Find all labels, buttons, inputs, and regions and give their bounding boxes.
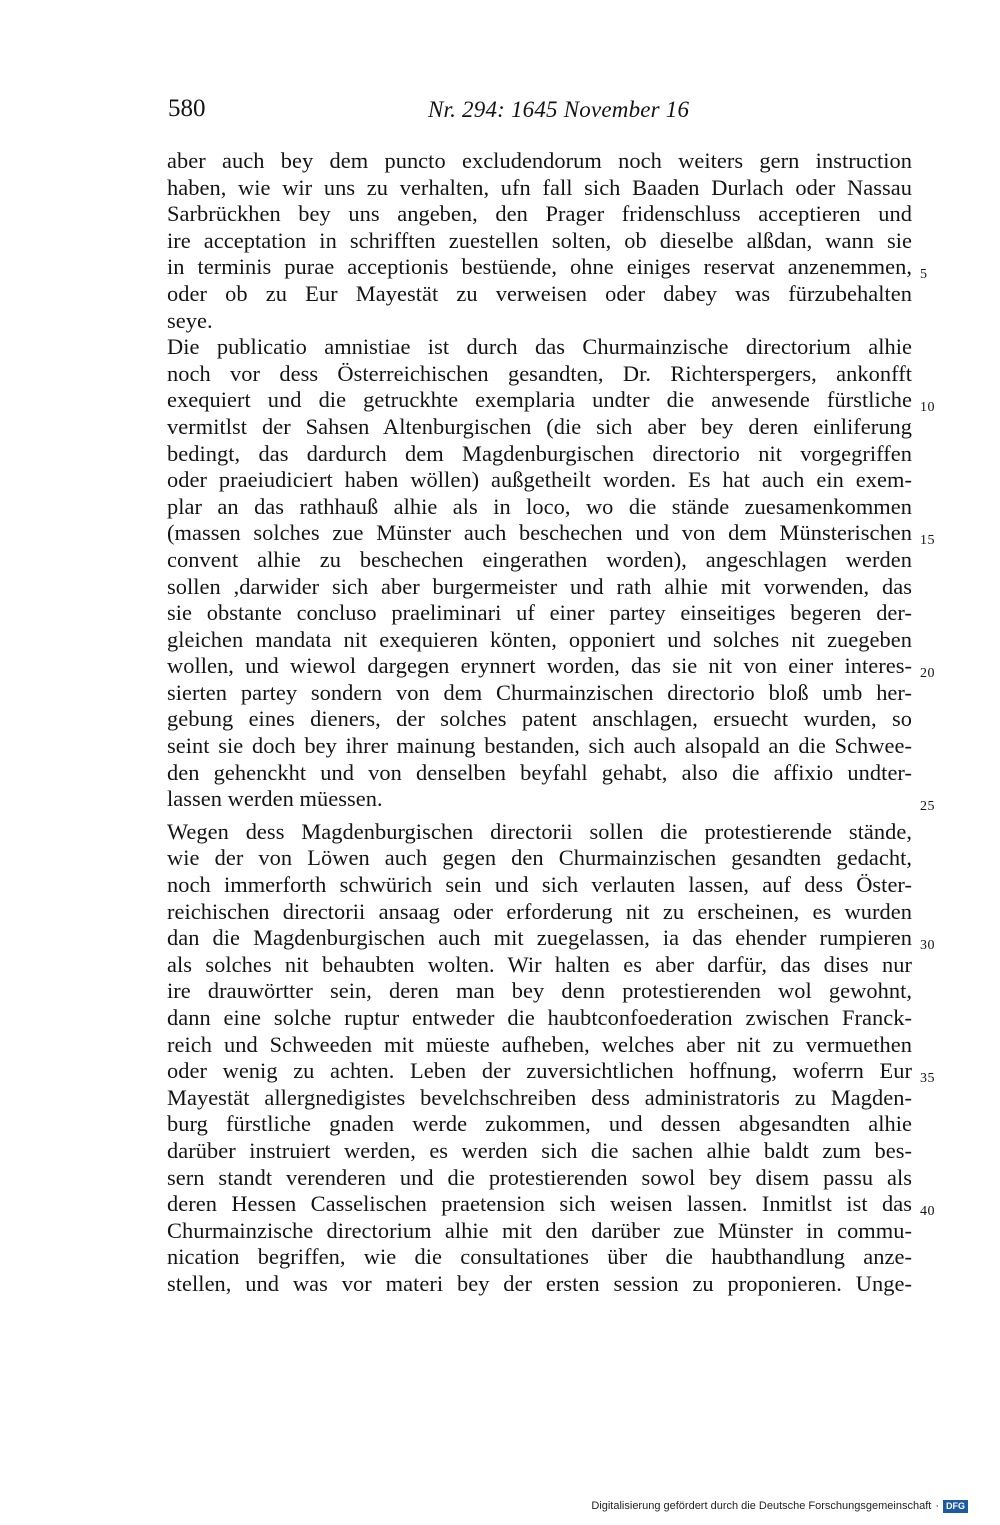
text-line: oder praeiudiciert haben wöllen) außgetheilt worden. Es hat auch ein exem- [167, 467, 912, 493]
text-line: reichischen directorii ansaag oder erforderung nit zu erscheinen, es wurden [167, 898, 912, 924]
text-line: lassen werden müessen. [167, 786, 383, 812]
line-number: 40 [920, 1204, 935, 1219]
digitization-credit [591, 1499, 968, 1513]
text-line: Die publicatio amnistiae ist durch das Churmainzische directorium alhie [167, 334, 912, 360]
text-line: gebung eines dieners, der solches patent anschlagen, ersuecht wurden, so [167, 706, 912, 732]
text-line: deren Hessen Casselischen praetension sich weisen lassen. Inmitlst ist das [167, 1191, 912, 1217]
text-line: noch immerforth schwürich sein und sich verlauten lassen, auf dess Öster- [167, 872, 912, 898]
page-number: 580 [168, 95, 206, 122]
text-line: gleichen mandata nit exequieren könten, opponiert und solches nit zuegeben [167, 626, 912, 652]
running-head: Nr. 294: 1645 November 16 [428, 97, 690, 122]
text-line: sollen ,darwider sich aber burgermeister und rath alhie mit vorwenden, das [167, 573, 912, 599]
paragraph [167, 148, 912, 334]
text-line: (massen solches zue Münster auch beschechen und von dem Münsterischen [167, 520, 912, 546]
text-line: plar an das rathhauß alhie als in loco, wo die stände zuesamenkommen [167, 493, 912, 519]
text-line: haben, wie wir uns zu verhalten, ufn fall sich Baaden Durlach oder Nassau [167, 174, 912, 200]
line-number: 10 [920, 400, 935, 415]
paragraph [167, 819, 912, 1298]
text-line: noch vor dess Österreichischen gesandten, Dr. Richterspergers, ankonfft [167, 360, 912, 386]
text-line: sern standt verenderen und die protestierenden sowol bey disem passu als [167, 1164, 912, 1190]
text-line: stellen, und was vor materi bey der ersten session zu proponieren. Unge- [167, 1270, 912, 1296]
text-line: reich und Schweeden mit müeste aufheben, welches aber nit zu vermuethen [167, 1031, 912, 1057]
text-line: sie obstante concluso praeliminari uf einer partey einseitiges begeren der- [167, 600, 912, 626]
dfg-logo: DFG [943, 1500, 968, 1513]
text-line: darüber instruiert werden, es werden sich die sachen alhie baldt zum bes- [167, 1137, 912, 1163]
text-line: nication begriffen, wie die consultationes über die haubthandlung anze- [167, 1244, 912, 1270]
text-line: in terminis purae acceptionis bestüende, ohne einiges reservat anzenemmen, [167, 254, 912, 280]
line-number: 25 [920, 799, 935, 814]
text-line: Wegen dess Magdenburgischen directorii sollen die protestierende stände, [167, 818, 912, 844]
text-line: Sarbrückhen bey uns angeben, den Prager fridenschluss acceptieren und [167, 201, 912, 227]
text-line: Mayestät allergnedigistes bevelchschreiben dess administratoris zu Magden- [167, 1084, 912, 1110]
line-number: 35 [920, 1071, 935, 1086]
text-line: als solches nit behaubten wolten. Wir halten es aber darfür, das dises nur [167, 951, 912, 977]
text-line: oder ob zu Eur Mayestät zu verweisen oder dabey was fürzubehalten [167, 280, 912, 306]
separator-dot: · [935, 1500, 939, 1512]
body-text [167, 148, 912, 1298]
text-line: convent alhie zu beschechen eingerathen worden), angeschlagen werden [167, 546, 912, 572]
text-line: seye. [167, 307, 213, 333]
line-number: 5 [920, 267, 928, 282]
text-line: Churmainzische directorium alhie mit den darüber zue Münster in commu- [167, 1217, 912, 1243]
text-line: wie der von Löwen auch gegen den Churmainzischen gesandten gedacht, [167, 845, 912, 871]
text-line: bedingt, das dardurch dem Magdenburgischen directorio nit vorgegriffen [167, 440, 912, 466]
line-number: 15 [920, 533, 935, 548]
text-line: wollen, und wiewol dargegen erynnert worden, das sie nit von einer interes- [167, 653, 912, 679]
text-line: burg fürstliche gnaden werde zukommen, und dessen abgesandten alhie [167, 1111, 912, 1137]
text-line: dann eine solche ruptur entweder die haubtconfoederation zwischen Franck- [167, 1005, 912, 1030]
paragraph [167, 334, 912, 813]
text-line: aber auch bey dem puncto excludendorum noch weiters gern instruction [167, 148, 912, 173]
text-line: ire drauwörtter sein, deren man bey denn protestierenden wol gewohnt, [167, 978, 912, 1004]
text-line: den gehenckht und von denselben beyfahl gehabt, also die affixio undter- [167, 759, 912, 785]
text-line: seint sie doch bey ihrer mainung bestanden, sich auch alsopald an die Schwee- [167, 733, 912, 759]
text-line: vermitlst der Sahsen Altenburgischen (die sich aber bey deren einliferung [167, 413, 912, 439]
line-number: 20 [920, 666, 935, 681]
text-line: exequiert und die getruckhte exemplaria undter die anwesende fürstliche [167, 387, 912, 413]
text-line: dan die Magdenburgischen auch mit zuegelassen, ia das ehender rumpieren [167, 925, 912, 951]
text-line: oder wenig zu achten. Leben der zuversichtlichen hoffnung, woferrn Eur [167, 1058, 912, 1084]
credit-text: Digitalisierung gefördert durch die Deutsche Forschungsgemeinschaft [591, 1500, 932, 1512]
line-number: 30 [920, 938, 935, 953]
text-line: ire acceptation in schrifften zuestellen solten, ob dieselbe alßdan, wann sie [167, 227, 912, 253]
text-line: sierten partey sondern von dem Churmainzischen directorio bloß umb her- [167, 679, 912, 705]
